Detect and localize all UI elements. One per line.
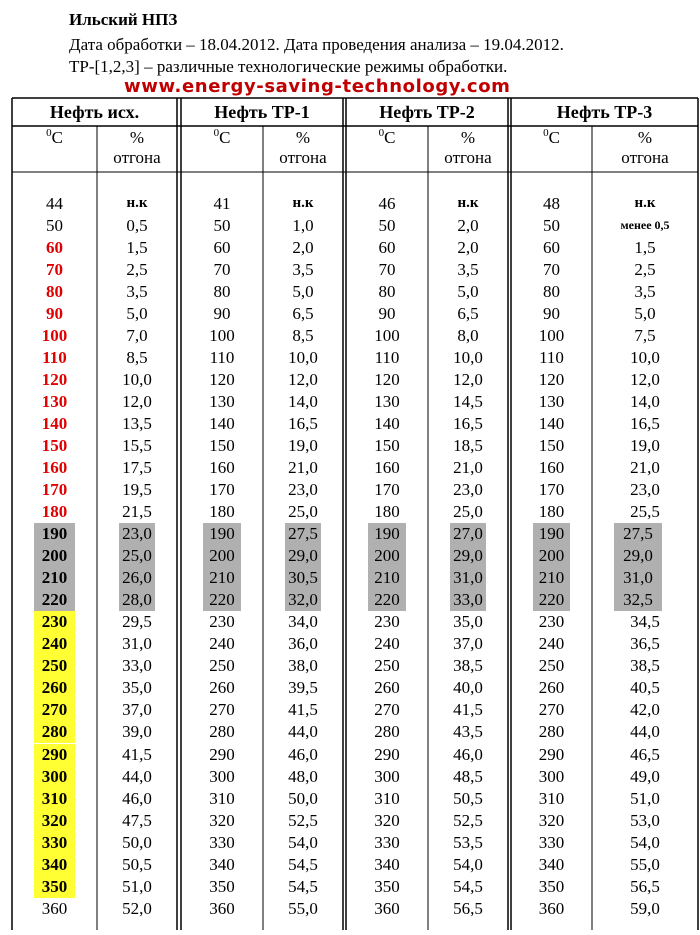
percent-caption: отгона <box>113 148 161 167</box>
percent-cell: 5,0 <box>457 282 479 302</box>
percent-cell: 32,5 <box>614 589 662 611</box>
percent-cell: 16,5 <box>630 414 660 434</box>
percent-cell: 23,0 <box>288 480 318 500</box>
temperature-cell: 70 <box>378 260 396 280</box>
temperature-cell: 250 <box>538 656 565 676</box>
temperature-cell: 270 <box>34 699 75 721</box>
percent-cell: 40,0 <box>453 678 483 698</box>
percent-cell: 46,0 <box>122 788 152 808</box>
percent-cell: 27,5 <box>285 523 321 545</box>
temperature-cell: 70 <box>213 260 231 280</box>
percent-cell: менее 0,5 <box>620 218 670 233</box>
temperature-cell: 50 <box>378 216 396 236</box>
temperature-cell: 350 <box>34 876 75 898</box>
temperature-cell: 330 <box>538 832 565 852</box>
percent-cell: 3,5 <box>634 282 656 302</box>
percent-cell: 53,0 <box>630 810 660 830</box>
percent-cell: 46,5 <box>630 744 660 764</box>
temperature-cell: 330 <box>209 832 235 852</box>
temp-unit: C <box>51 128 63 147</box>
percent-cell: 3,5 <box>457 260 479 280</box>
percent-cell: 12,0 <box>630 370 660 390</box>
percent-cell: 55,0 <box>288 898 318 918</box>
percent-cell: н.к <box>126 195 148 211</box>
group-header: Нефть исх. <box>49 102 140 122</box>
percent-cell: 3,5 <box>126 282 148 302</box>
watermark-text: www.energy-saving-technology.com <box>124 76 511 97</box>
temperature-cell: 220 <box>533 589 570 611</box>
percent-cell: 15,5 <box>122 436 152 456</box>
percent-cell: 51,0 <box>122 876 152 896</box>
percent-cell: 10,0 <box>122 370 152 390</box>
percent-cell: 34,5 <box>630 612 660 632</box>
temperature-cell: 310 <box>538 788 565 808</box>
percent-cell: 25,5 <box>630 502 660 522</box>
temperature-cell: 80 <box>46 282 63 302</box>
percent-cell: 13,5 <box>122 414 152 434</box>
temperature-cell: 44 <box>46 194 63 213</box>
temperature-cell: 110 <box>42 348 67 368</box>
temperature-cell: 210 <box>368 567 406 589</box>
temperature-cell: 340 <box>374 854 400 874</box>
temperature-cell: 350 <box>538 876 565 896</box>
percent-cell: 54,5 <box>288 876 318 896</box>
percent-cell: 55,0 <box>630 854 660 874</box>
percent-cell: 7,5 <box>634 326 656 346</box>
temperature-cell: 46 <box>378 194 396 213</box>
temperature-cell: 110 <box>374 348 400 368</box>
percent-cell: 36,5 <box>630 634 660 654</box>
temperature-cell: 290 <box>374 744 400 764</box>
temperature-cell: 190 <box>203 523 241 545</box>
percent-cell: 44,0 <box>122 766 152 786</box>
temperature-cell: 360 <box>209 898 235 918</box>
percent-column-header <box>97 128 177 168</box>
temperature-cell: 310 <box>374 788 400 808</box>
temperature-cell: 230 <box>209 612 235 632</box>
percent-cell: 18,5 <box>453 436 483 456</box>
percent-cell: 38,5 <box>630 656 660 676</box>
temperature-cell: 220 <box>34 589 75 611</box>
percent-symbol: % <box>129 128 145 147</box>
percent-cell: 42,0 <box>630 700 660 720</box>
temperature-cell: 330 <box>34 832 75 854</box>
percent-cell: 21,5 <box>122 502 152 522</box>
percent-cell: 23,0 <box>630 480 660 500</box>
percent-cell: 7,0 <box>126 326 148 346</box>
temperature-cell: 210 <box>203 567 241 589</box>
temperature-cell: 130 <box>374 392 400 412</box>
temperature-cell: 100 <box>209 326 235 346</box>
temperature-cell: 120 <box>209 370 235 390</box>
temperature-cell: 290 <box>34 744 75 766</box>
percent-cell: 31,0 <box>614 567 662 589</box>
temp-column-header <box>511 128 592 148</box>
temperature-cell: 260 <box>538 678 565 698</box>
percent-cell: 32,0 <box>285 589 321 611</box>
temperature-cell: 150 <box>209 436 235 456</box>
temperature-cell: 320 <box>374 810 400 830</box>
temperature-cell: 90 <box>46 304 63 324</box>
temperature-cell: 180 <box>538 502 565 522</box>
temperature-cell: 240 <box>209 634 235 654</box>
percent-cell: 35,0 <box>122 678 152 698</box>
percent-cell: 21,0 <box>453 458 483 478</box>
temperature-cell: 300 <box>209 766 235 786</box>
percent-cell: 51,0 <box>630 788 660 808</box>
percent-cell: 29,0 <box>285 545 321 567</box>
temperature-cell: 350 <box>374 876 400 896</box>
percent-cell: н.к <box>292 195 314 211</box>
group-header: Нефть ТР-2 <box>379 102 475 122</box>
temperature-cell: 210 <box>533 567 570 589</box>
percent-cell: 21,0 <box>288 458 318 478</box>
temperature-cell: 48 <box>543 194 560 213</box>
temperature-cell: 100 <box>538 326 565 346</box>
temperature-cell: 260 <box>34 677 75 699</box>
temperature-cell: 50 <box>213 216 231 236</box>
percent-cell: 50,5 <box>453 788 483 808</box>
temperature-cell: 320 <box>209 810 235 830</box>
percent-symbol: % <box>637 128 653 147</box>
percent-cell: 23,0 <box>453 480 483 500</box>
temperature-cell: 160 <box>209 458 235 478</box>
temperature-cell: 180 <box>41 502 68 522</box>
percent-cell: 54,5 <box>288 854 318 874</box>
temperature-cell: 41 <box>213 194 231 213</box>
percent-cell: 27,5 <box>614 523 662 545</box>
percent-cell: 46,0 <box>288 744 318 764</box>
percent-cell: 23,0 <box>119 523 155 545</box>
temperature-cell: 240 <box>538 634 565 654</box>
percent-cell: 25,0 <box>288 502 318 522</box>
percent-cell: 0,5 <box>126 216 148 236</box>
percent-cell: 56,5 <box>630 876 660 896</box>
percent-cell: 37,0 <box>453 634 483 654</box>
temperature-cell: 110 <box>539 348 564 368</box>
percent-cell: 8,5 <box>292 326 314 346</box>
percent-cell: 1,5 <box>634 238 656 258</box>
percent-cell: 52,5 <box>288 810 318 830</box>
temperature-cell: 360 <box>374 898 400 918</box>
degree-sup: 0 <box>543 127 549 139</box>
percent-cell: 10,0 <box>453 348 483 368</box>
percent-cell: н.к <box>634 195 656 211</box>
percent-cell: 52,5 <box>453 810 483 830</box>
temperature-cell: 320 <box>34 810 75 832</box>
percent-cell: 53,5 <box>453 832 483 852</box>
percent-cell: 41,5 <box>288 700 318 720</box>
temperature-cell: 280 <box>34 721 75 743</box>
temperature-cell: 120 <box>538 370 565 390</box>
percent-cell: 28,0 <box>119 589 155 611</box>
percent-cell: 12,0 <box>453 370 483 390</box>
temperature-cell: 340 <box>34 854 75 876</box>
group-header: Нефть ТР-1 <box>214 102 310 122</box>
temp-unit: C <box>548 128 560 147</box>
temperature-cell: 110 <box>209 348 235 368</box>
percent-cell: 14,5 <box>453 392 483 412</box>
percent-cell: 33,0 <box>450 589 486 611</box>
percent-cell: 25,0 <box>453 502 483 522</box>
temperature-cell: 140 <box>374 414 400 434</box>
temperature-cell: 200 <box>533 545 570 567</box>
temperature-cell: 160 <box>538 458 565 478</box>
percent-cell: 2,0 <box>292 238 314 258</box>
temperature-cell: 50 <box>543 216 560 236</box>
percent-cell: 54,0 <box>288 832 318 852</box>
temperature-cell: 220 <box>203 589 241 611</box>
percent-cell: 40,5 <box>630 678 660 698</box>
percent-cell: 38,5 <box>453 656 483 676</box>
percent-cell: 47,5 <box>122 810 152 830</box>
temperature-cell: 70 <box>46 260 63 280</box>
temperature-cell: 250 <box>374 656 400 676</box>
percent-cell: 52,0 <box>122 898 152 918</box>
percent-cell: 10,0 <box>630 348 660 368</box>
processing-dates-line: Дата обработки – 18.04.2012. Дата проведения анализа – 19.04.2012. <box>69 35 564 54</box>
temperature-cell: 80 <box>213 282 231 302</box>
temperature-cell: 210 <box>34 567 75 589</box>
degree-sup: 0 <box>213 127 220 139</box>
percent-cell: 19,0 <box>288 436 318 456</box>
group-header: Нефть ТР-3 <box>556 102 653 122</box>
percent-cell: 2,5 <box>126 260 148 280</box>
temp-column-header <box>181 128 263 148</box>
percent-cell: 38,0 <box>288 656 318 676</box>
percent-cell: 54,0 <box>630 832 660 852</box>
percent-cell: 8,0 <box>457 326 479 346</box>
temperature-cell: 140 <box>41 414 68 434</box>
percent-cell: 1,0 <box>292 216 314 236</box>
percent-cell: 16,5 <box>288 414 318 434</box>
percent-cell: 31,0 <box>450 567 486 589</box>
temperature-cell: 200 <box>368 545 406 567</box>
temperature-cell: 280 <box>209 722 235 742</box>
percent-cell: 19,5 <box>122 480 152 500</box>
percent-cell: 27,0 <box>450 523 486 545</box>
percent-cell: 54,0 <box>453 854 483 874</box>
page-title: Ильский НПЗ <box>69 10 178 29</box>
temperature-cell: 60 <box>378 238 396 258</box>
percent-cell: 14,0 <box>288 392 318 412</box>
temperature-cell: 310 <box>34 788 75 810</box>
percent-cell: 3,5 <box>292 260 314 280</box>
temperature-cell: 280 <box>538 722 565 742</box>
temperature-cell: 60 <box>213 238 231 258</box>
percent-cell: 50,0 <box>288 788 318 808</box>
percent-symbol: % <box>295 128 311 147</box>
percent-cell: 48,0 <box>288 766 318 786</box>
percent-column-header <box>263 128 343 168</box>
temperature-cell: 260 <box>374 678 400 698</box>
temperature-cell: 170 <box>209 480 235 500</box>
temperature-cell: 170 <box>41 480 68 500</box>
temperature-cell: 230 <box>538 612 565 632</box>
temperature-cell: 170 <box>374 480 400 500</box>
percent-cell: 44,0 <box>288 722 318 742</box>
percent-cell: 33,0 <box>122 656 152 676</box>
temperature-cell: 350 <box>209 876 235 896</box>
percent-cell: 2,5 <box>634 260 656 280</box>
temperature-cell: 80 <box>378 282 396 302</box>
percent-cell: 43,5 <box>453 722 483 742</box>
percent-cell: 54,5 <box>453 876 483 896</box>
percent-cell: 29,0 <box>614 545 662 567</box>
percent-cell: 26,0 <box>119 567 155 589</box>
temperature-cell: 140 <box>209 414 235 434</box>
percent-cell: 46,0 <box>453 744 483 764</box>
temperature-cell: 190 <box>533 523 570 545</box>
temperature-cell: 340 <box>209 854 235 874</box>
percent-cell: 16,5 <box>453 414 483 434</box>
percent-cell: 19,0 <box>630 436 660 456</box>
percent-cell: 12,0 <box>288 370 318 390</box>
percent-cell: 14,0 <box>630 392 660 412</box>
percent-cell: 10,0 <box>288 348 318 368</box>
temperature-cell: 280 <box>374 722 400 742</box>
temperature-cell: 340 <box>538 854 565 874</box>
temperature-cell: 150 <box>41 436 68 456</box>
percent-cell: 6,5 <box>292 304 314 324</box>
percent-cell: 39,0 <box>122 722 152 742</box>
percent-cell: 29,5 <box>122 612 152 632</box>
temperature-cell: 330 <box>374 832 400 852</box>
temperature-cell: 70 <box>543 260 560 280</box>
temperature-cell: 90 <box>543 304 560 324</box>
temperature-cell: 170 <box>538 480 565 500</box>
percent-cell: 36,0 <box>288 634 318 654</box>
temperature-cell: 130 <box>538 392 565 412</box>
temperature-cell: 270 <box>209 700 235 720</box>
temperature-cell: 150 <box>538 436 565 456</box>
temperature-cell: 60 <box>543 238 560 258</box>
temperature-cell: 200 <box>34 545 75 567</box>
temperature-cell: 160 <box>41 458 68 478</box>
temperature-cell: 100 <box>41 326 68 346</box>
percent-cell: 5,0 <box>634 304 656 324</box>
temperature-cell: 180 <box>209 502 235 522</box>
temp-column-header <box>12 128 97 148</box>
percent-cell: 59,0 <box>630 898 660 918</box>
percent-cell: 21,0 <box>630 458 660 478</box>
temperature-cell: 180 <box>374 502 400 522</box>
percent-cell: 37,0 <box>122 700 152 720</box>
temperature-cell: 290 <box>538 744 565 764</box>
percent-symbol: % <box>460 128 476 147</box>
percent-cell: 29,0 <box>450 545 486 567</box>
percent-cell: 39,5 <box>288 678 318 698</box>
temperature-cell: 90 <box>378 304 396 324</box>
percent-cell: н.к <box>457 195 479 211</box>
percent-cell: 6,5 <box>457 304 479 324</box>
percent-cell: 56,5 <box>453 898 483 918</box>
percent-cell: 48,5 <box>453 766 483 786</box>
temperature-cell: 80 <box>543 282 560 302</box>
percent-cell: 31,0 <box>122 634 152 654</box>
temperature-cell: 310 <box>209 788 235 808</box>
temperature-cell: 140 <box>538 414 565 434</box>
temperature-cell: 270 <box>374 700 400 720</box>
temperature-cell: 120 <box>374 370 400 390</box>
percent-cell: 34,0 <box>288 612 318 632</box>
percent-cell: 5,0 <box>292 282 314 302</box>
percent-cell: 41,5 <box>453 700 483 720</box>
temperature-cell: 360 <box>538 898 565 918</box>
temperature-cell: 90 <box>213 304 231 324</box>
temperature-cell: 230 <box>34 611 75 633</box>
temperature-cell: 250 <box>34 655 75 677</box>
percent-cell: 8,5 <box>126 348 148 368</box>
temperature-cell: 250 <box>209 656 235 676</box>
temp-unit: C <box>384 128 396 147</box>
temperature-cell: 260 <box>209 678 235 698</box>
temperature-cell: 190 <box>34 523 75 545</box>
percent-cell: 1,5 <box>126 238 148 258</box>
percent-cell: 50,0 <box>122 832 152 852</box>
percent-cell: 50,5 <box>122 854 152 874</box>
percent-caption: отгона <box>444 148 492 167</box>
percent-cell: 35,0 <box>453 612 483 632</box>
temperature-cell: 220 <box>368 589 406 611</box>
temperature-cell: 360 <box>41 898 68 918</box>
temperature-cell: 240 <box>374 634 400 654</box>
temperature-cell: 200 <box>203 545 241 567</box>
percent-caption: отгона <box>621 148 669 167</box>
percent-cell: 2,0 <box>457 216 479 236</box>
temperature-cell: 60 <box>46 238 63 258</box>
temperature-cell: 270 <box>538 700 565 720</box>
temperature-cell: 240 <box>34 633 75 655</box>
temperature-cell: 50 <box>46 216 63 236</box>
temperature-cell: 130 <box>209 392 235 412</box>
percent-cell: 25,0 <box>119 545 155 567</box>
percent-cell: 44,0 <box>630 722 660 742</box>
temperature-cell: 150 <box>374 436 400 456</box>
temperature-cell: 120 <box>41 370 68 390</box>
modes-description-line: ТР-[1,2,3] – различные технологические режимы обработки. <box>69 57 508 76</box>
percent-caption: отгона <box>279 148 327 167</box>
percent-column-header <box>592 128 698 168</box>
temp-column-header <box>346 128 428 148</box>
degree-sup: 0 <box>46 127 52 139</box>
percent-cell: 12,0 <box>122 392 152 412</box>
temperature-cell: 320 <box>538 810 565 830</box>
percent-cell: 41,5 <box>122 744 152 764</box>
degree-sup: 0 <box>378 127 385 139</box>
temperature-cell: 130 <box>41 392 68 412</box>
temperature-cell: 190 <box>368 523 406 545</box>
temperature-cell: 100 <box>374 326 400 346</box>
percent-cell: 5,0 <box>126 304 148 324</box>
percent-cell: 17,5 <box>122 458 152 478</box>
temperature-cell: 300 <box>374 766 400 786</box>
percent-column-header <box>428 128 508 168</box>
temperature-cell: 160 <box>374 458 400 478</box>
percent-cell: 2,0 <box>457 238 479 258</box>
temperature-cell: 300 <box>538 766 565 786</box>
temperature-cell: 300 <box>34 766 75 788</box>
temperature-cell: 230 <box>374 612 400 632</box>
temp-unit: C <box>219 128 231 147</box>
temperature-cell: 290 <box>209 744 235 764</box>
percent-cell: 30,5 <box>285 567 321 589</box>
percent-cell: 49,0 <box>630 766 660 786</box>
